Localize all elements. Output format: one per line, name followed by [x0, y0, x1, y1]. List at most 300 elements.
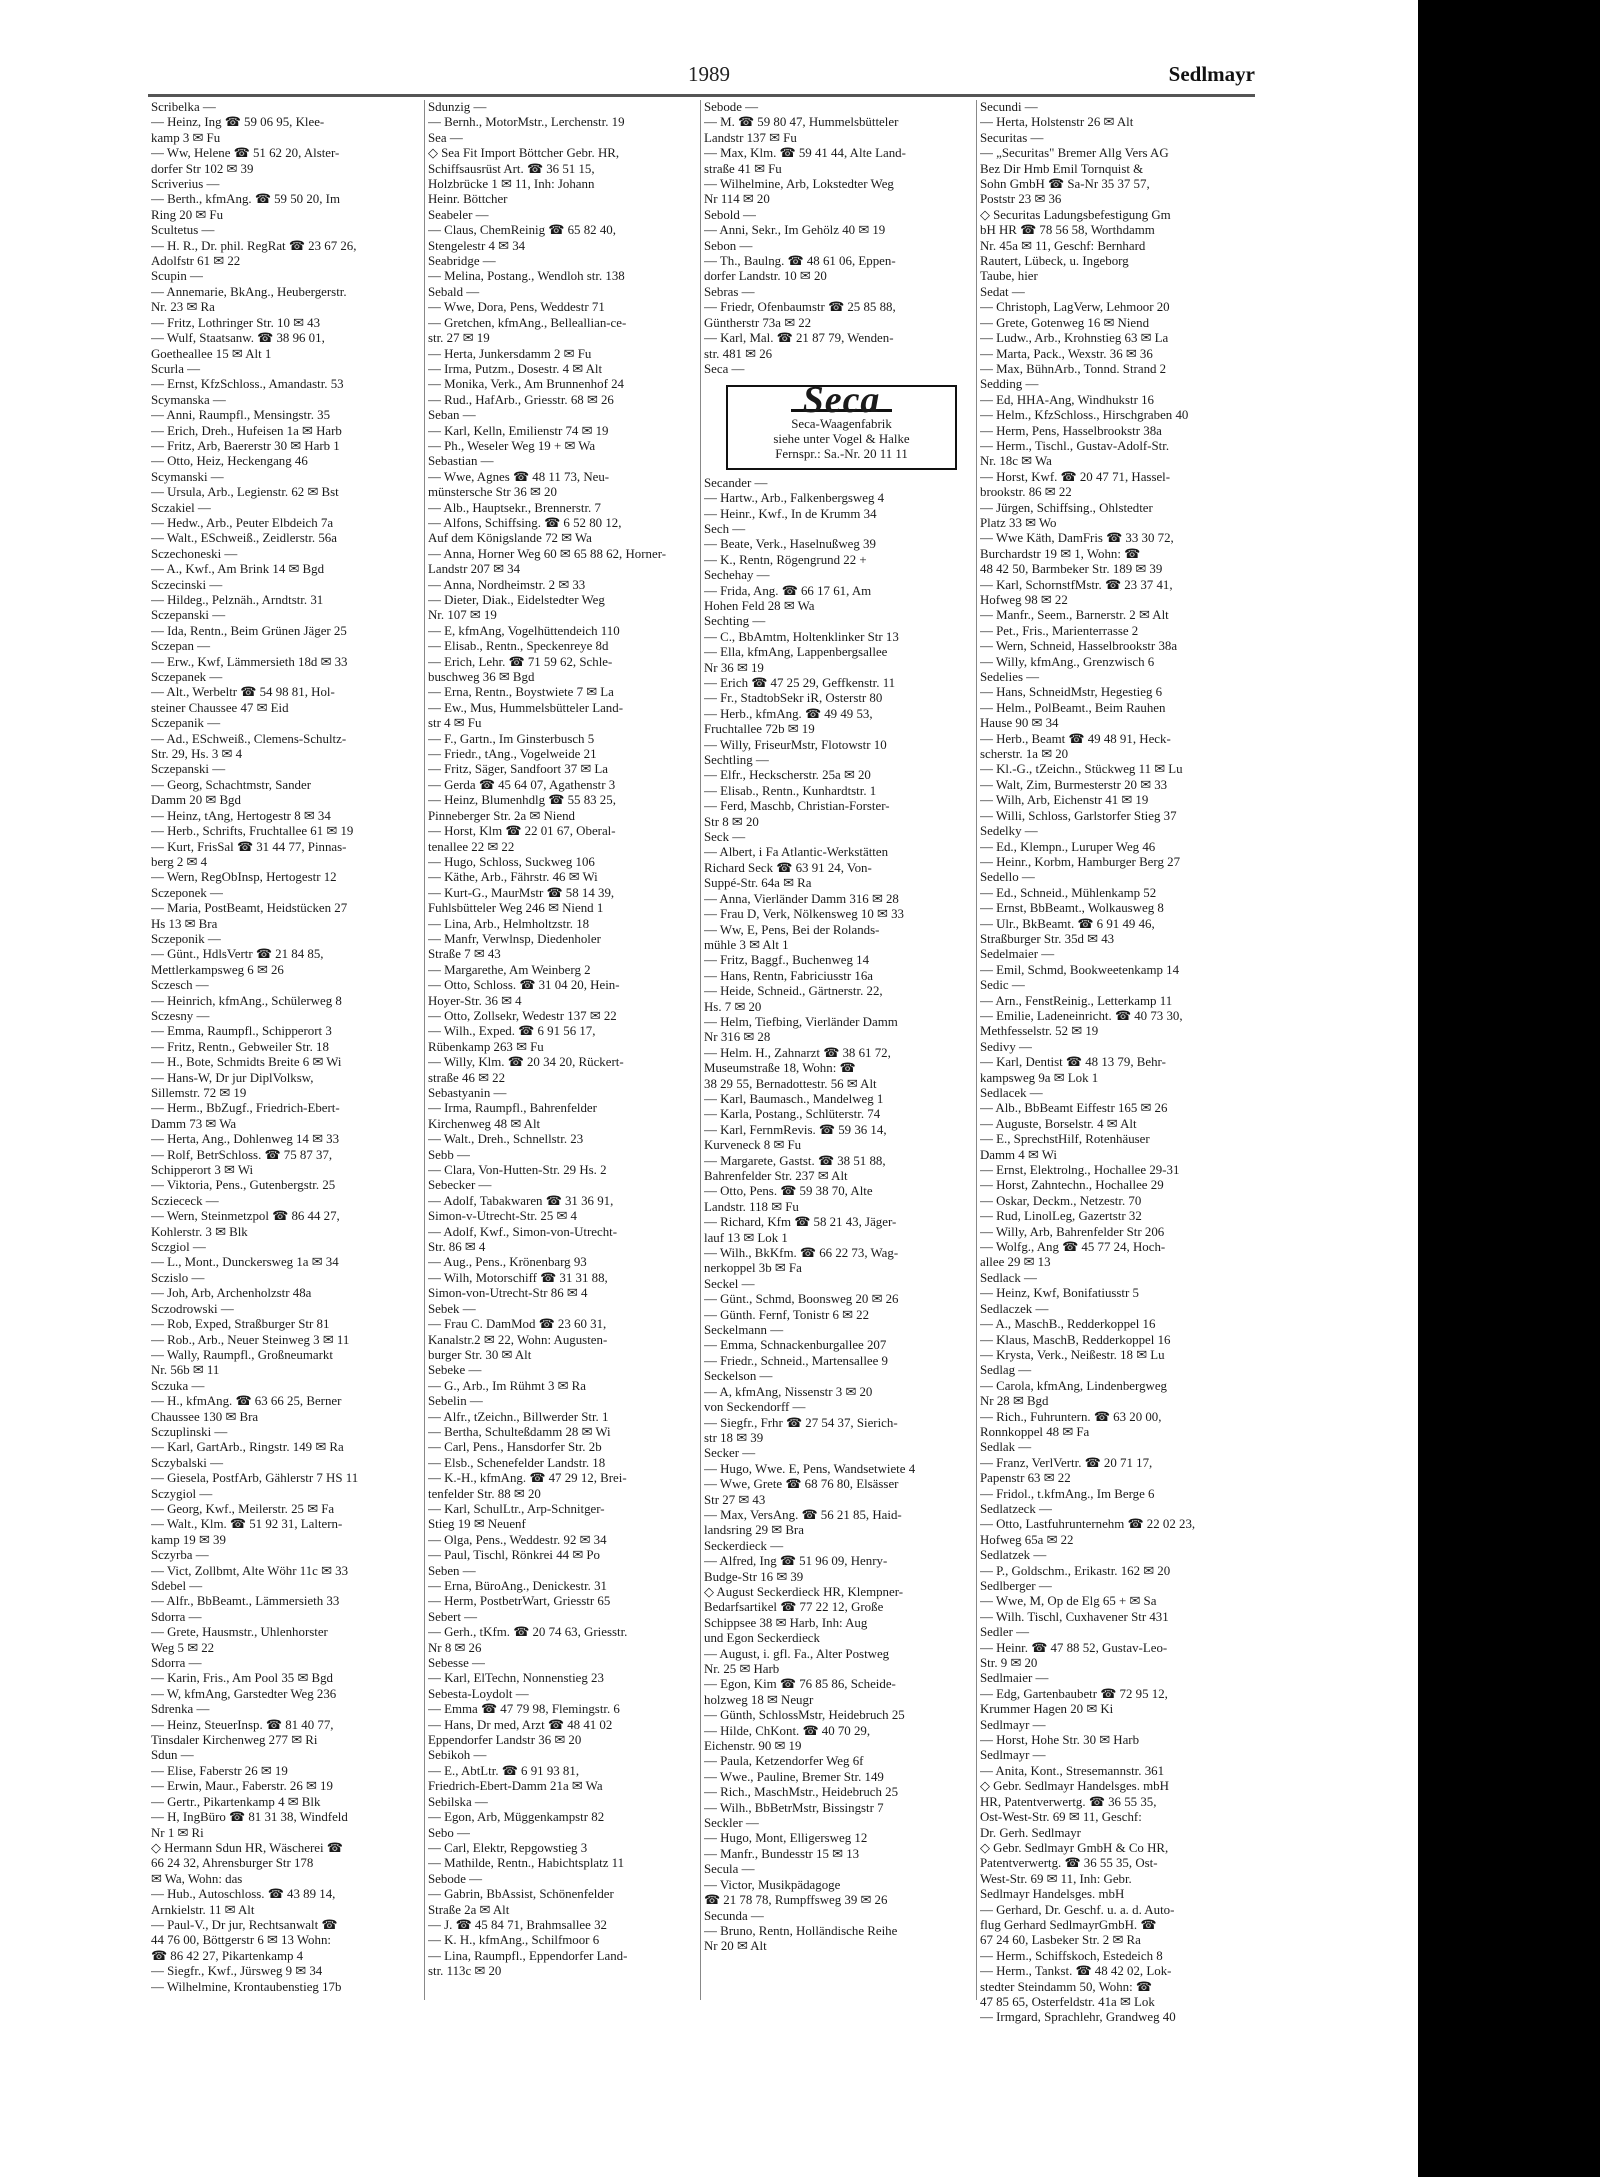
directory-line: — J. ☎ 45 84 71, Brahmsallee 32: [428, 1917, 607, 1932]
directory-line: Adolfstr 61 ✉ 22: [151, 254, 241, 269]
column-1: [148, 100, 424, 2000]
directory-line: Richard Seck ☎ 63 91 24, Von-: [704, 860, 872, 875]
directory-line: Sdorra —: [151, 1609, 202, 1624]
directory-line: — Günt., Schmd, Boonsweg 20 ✉ 26: [704, 1292, 899, 1307]
directory-line: Seck —: [704, 830, 746, 845]
directory-line: — Kurt-G., MaurMstr ☎ 58 14 39,: [428, 885, 615, 900]
directory-line: 48 42 50, Barmbeker Str. 189 ✉ 39: [980, 562, 1163, 577]
directory-line: — Herta, Holstenstr 26 ✉ Alt: [980, 115, 1134, 130]
directory-line: Seckel —: [704, 1276, 755, 1291]
directory-line: Sedlag —: [980, 1363, 1032, 1378]
directory-line: — Gabrin, BbAssist, Schönenfelder: [428, 1887, 614, 1902]
directory-line: — Herta, Junkersdamm 2 ✉ Fu: [428, 346, 592, 361]
directory-line: — Willi, Schloss, Garlstorfer Stieg 37: [980, 808, 1177, 823]
directory-line: flug Gerhard SedlmayrGmbH. ☎: [980, 1917, 1157, 1932]
directory-line: — Wilhelmine, Arb, Lokstedter Weg: [704, 177, 894, 192]
directory-line: — Ed., Klempn., Luruper Weg 46: [980, 839, 1156, 854]
directory-line: Sczepanski —: [151, 762, 226, 777]
directory-line: Fuhlsbütteler Weg 246 ✉ Niend 1: [428, 901, 604, 916]
directory-line: Sdebel —: [151, 1579, 203, 1593]
directory-line: Auf dem Königslande 72 ✉ Wa: [428, 531, 592, 546]
directory-line: Patentverwertg. ☎ 36 55 35, Ost-: [980, 1856, 1158, 1871]
directory-line: Hofweg 65a ✉ 22: [980, 1532, 1074, 1547]
directory-line: — Erw., Kwf, Lämmersieth 18d ✉ 33: [151, 654, 348, 669]
directory-line: — Manfr., Seem., Barnerstr. 2 ✉ Alt: [980, 608, 1169, 623]
directory-line: Scymanska —: [151, 392, 226, 407]
directory-line: — Wwe, M, Op de Elg 65 + ✉ Sa: [980, 1594, 1157, 1609]
directory-line: Sczybalski —: [151, 1455, 223, 1470]
directory-line: — Alb., BbBeamt Eiffestr 165 ✉ 26: [980, 1101, 1168, 1116]
directory-line: — Karl, Mal. ☎ 21 87 79, Wenden-: [704, 331, 894, 346]
directory-line: — Albert, i Fa Atlantic-Werkstätten: [704, 845, 889, 860]
directory-line: — Erich, Lehr. ☎ 71 59 62, Schle-: [428, 654, 613, 669]
directory-line: — Adolf, Kwf., Simon-von-Utrecht-: [428, 1224, 618, 1239]
directory-line: Sechehay —: [704, 568, 770, 583]
directory-line: — G., Arb., Im Rühmt 3 ✉ Ra: [428, 1378, 586, 1393]
directory-line: — Rob, Exped, Straßburger Str 81: [151, 1317, 330, 1332]
directory-line: — Max, BühnArb., Tonnd. Strand 2: [980, 361, 1167, 376]
directory-line: Seca —: [704, 361, 745, 376]
directory-line: Damm 4 ✉ Wi: [980, 1147, 1057, 1162]
directory-line: Scymanski —: [151, 469, 224, 484]
directory-line: Stieg 19 ✉ Neuenf: [428, 1517, 526, 1532]
directory-line: — Wilhelmine, Krontaubenstieg 17b: [151, 1979, 342, 1994]
directory-line: Sedlacek —: [980, 1086, 1043, 1100]
directory-line: kamp 3 ✉ Fu: [151, 130, 221, 145]
directory-line: — C., BbAmtm, Holtenklinker Str 13: [704, 629, 899, 644]
directory-line: — Hedw., Arb., Peuter Elbdeich 7a: [151, 515, 334, 530]
directory-line: — Karl, ElTechn, Nonnenstieg 23: [428, 1671, 604, 1686]
directory-line: — Rud., HafArb., Griesstr. 68 ✉ 26: [428, 392, 614, 407]
directory-line: — Herm., Tischl., Gustav-Adolf-Str.: [980, 438, 1170, 453]
directory-line: Sebikoh —: [428, 1748, 487, 1763]
directory-line: — A., MaschB., Redderkoppel 16: [980, 1317, 1156, 1332]
directory-line: — Carl, Pens., Hansdorfer Str. 2b: [428, 1440, 602, 1455]
directory-line: Scupin —: [151, 269, 203, 284]
directory-line: — K., Rentn, Rögengrund 22 +: [704, 552, 867, 567]
directory-line: — Herm., BbZugf., Friedrich-Ebert-: [151, 1101, 340, 1116]
directory-line: — Elisab., Rentn., Speckenreye 8d: [428, 639, 609, 654]
directory-line: Seabridge —: [428, 254, 496, 269]
directory-line: — Herb., kfmAng. ☎ 49 49 53,: [704, 706, 873, 721]
page-number: 1989: [688, 62, 730, 86]
directory-line: — Bertha, Schulteßdamm 28 ✉ Wi: [428, 1424, 611, 1439]
directory-line: — Frida, Ang. ☎ 66 17 61, Am: [704, 583, 872, 598]
directory-line: Tinsdaler Kirchenweg 277 ✉ Ri: [151, 1733, 318, 1748]
directory-line: münstersche Str 36 ✉ 20: [428, 485, 557, 500]
directory-line: — Herta, Ang., Dohlenweg 14 ✉ 33: [151, 1132, 340, 1147]
directory-columns: [148, 100, 1255, 2025]
directory-line: tenfelder Str. 88 ✉ 20: [428, 1486, 541, 1501]
directory-line: Sebastyanin —: [428, 1086, 507, 1100]
directory-line: — Günth. Fernf, Tonistr 6 ✉ 22: [704, 1307, 870, 1322]
directory-line: Secundi —: [980, 100, 1038, 114]
directory-line: — Fritz, Baggf., Buchenweg 14: [704, 953, 870, 968]
directory-line: — A, kfmAng, Nissenstr 3 ✉ 20: [704, 1384, 873, 1399]
directory-line: — Wulf, Staatsanw. ☎ 38 96 01,: [151, 331, 325, 346]
directory-line: — Christoph, LagVerw, Lehmoor 20: [980, 300, 1170, 315]
directory-line: Sedler —: [980, 1625, 1030, 1640]
directory-line: Hs. 7 ✉ 20: [704, 999, 762, 1014]
directory-line: Sczesny —: [151, 1008, 210, 1023]
directory-line: — Ed, HHA-Ang, Windhukstr 16: [980, 392, 1154, 407]
directory-line: — Otto, Zollsekr, Wedestr 137 ✉ 22: [428, 1008, 617, 1023]
directory-line: — Rob., Arb., Neuer Steinweg 3 ✉ 11: [151, 1332, 350, 1347]
directory-line: Stengelestr 4 ✉ 34: [428, 238, 526, 253]
directory-line: — Käthe, Arb., Fährstr. 46 ✉ Wi: [428, 870, 598, 885]
directory-line: — Annemarie, BkAng., Heubergerstr.: [151, 284, 347, 299]
directory-line: — Siegfr., Frhr ☎ 27 54 37, Sierich-: [704, 1415, 898, 1430]
directory-line: — Hans, SchneidMstr, Hegestieg 6: [980, 685, 1163, 700]
directory-line: Sebon —: [704, 238, 753, 253]
directory-line: Sedlmayr —: [980, 1717, 1046, 1732]
directory-line: — Wilh., Exped. ☎ 6 91 56 17,: [428, 1024, 596, 1039]
directory-line: — Emma, Schnackenburgallee 207: [704, 1338, 887, 1353]
directory-line: — Willy, FriseurMstr, Flotowstr 10: [704, 737, 887, 752]
directory-line: — F., Gartn., Im Ginsterbusch 5: [428, 731, 595, 746]
directory-line: Secunda —: [704, 1908, 764, 1923]
directory-line: Sebeke —: [428, 1363, 482, 1378]
directory-line: Goetheallee 15 ✉ Alt 1: [151, 346, 272, 361]
directory-line: Eichenstr. 90 ✉ 19: [704, 1739, 802, 1754]
directory-line: — Jürgen, Schiffsing., Ohlstedter: [980, 500, 1153, 515]
directory-line: Sedelky —: [980, 824, 1038, 839]
directory-line: Kirchenweg 48 ✉ Alt: [428, 1116, 541, 1131]
directory-line: — Ulr., BkBeamt. ☎ 6 91 49 46,: [980, 916, 1155, 931]
directory-line: — Irma, Raumpfl., Bahrenfelder: [428, 1101, 597, 1116]
directory-line: — Karl, Kelln, Emilienstr 74 ✉ 19: [428, 423, 609, 438]
directory-line: — Klaus, MaschB, Redderkoppel 16: [980, 1332, 1171, 1347]
directory-line: — Willy, kfmAng., Grenzwisch 6: [980, 654, 1155, 669]
directory-line: str. 113c ✉ 20: [428, 1964, 502, 1979]
directory-line: Landstr 137 ✉ Fu: [704, 130, 797, 145]
ad-line-2: siehe unter Vogel & Halke: [773, 431, 910, 446]
directory-line: — Lina, Raumpfl., Eppendorfer Land-: [428, 1948, 628, 1963]
directory-line: — Carola, kfmAng, Lindenbergweg: [980, 1378, 1167, 1393]
directory-line: 38 29 55, Bernadottestr. 56 ✉ Alt: [704, 1076, 877, 1091]
directory-line: — Heinz, Blumenhdlg ☎ 55 83 25,: [428, 793, 616, 808]
directory-line: — Fridol., t.kfmAng., Im Berge 6: [980, 1486, 1155, 1501]
directory-line: — Karl, SchulLtr., Arp-Schnitger-: [428, 1501, 605, 1516]
directory-line: — Emilie, Ladeneinricht. ☎ 40 73 30,: [980, 1008, 1183, 1023]
directory-line: str. 27 ✉ 19: [428, 331, 490, 346]
directory-line: — Heide, Schneid., Gärtnerstr. 22,: [704, 984, 883, 999]
directory-line: Nr 8 ✉ 26: [428, 1640, 482, 1655]
directory-line: Securitas —: [980, 130, 1044, 145]
directory-line: berg 2 ✉ 4: [151, 854, 208, 869]
directory-line: Sedlaczek —: [980, 1301, 1049, 1316]
seca-advertisement: [726, 379, 957, 469]
directory-line: — Alfred, Ing ☎ 51 96 09, Henry-: [704, 1554, 888, 1569]
directory-line: Chaussee 130 ✉ Bra: [151, 1409, 259, 1424]
directory-line: Landstr 207 ✉ 34: [428, 562, 521, 577]
directory-line: Seckelson —: [704, 1369, 773, 1384]
directory-line: Sczislo —: [151, 1270, 205, 1285]
directory-line: ✉ Wa, Wohn: das: [151, 1871, 243, 1886]
directory-line: — Hans-W, Dr jur DiplVolksw,: [151, 1070, 314, 1085]
directory-line: Ring 20 ✉ Fu: [151, 207, 224, 222]
directory-line: Sedlmaier —: [980, 1671, 1049, 1686]
directory-line: — Elisab., Rentn., Kunhardtstr. 1: [704, 783, 877, 798]
directory-line: Sechtling —: [704, 753, 769, 768]
directory-line: — Edg, Gartenbaubetr ☎ 72 95 12,: [980, 1686, 1168, 1701]
directory-line: — Horst, Hohe Str. 30 ✉ Harb: [980, 1733, 1140, 1748]
directory-line: — Wilh. Tischl, Cuxhavener Str 431: [980, 1609, 1169, 1624]
directory-line: Sebilska —: [428, 1794, 488, 1809]
directory-line: Str 27 ✉ 43: [704, 1492, 766, 1507]
directory-line: — Wally, Raumpfl., Großneumarkt: [151, 1347, 333, 1362]
directory-line: — Erich ☎ 47 25 29, Geffkenstr. 11: [704, 676, 896, 690]
directory-line: Weg 5 ✉ 22: [151, 1640, 215, 1655]
directory-line: — Max, Klm. ☎ 59 41 44, Alte Land-: [704, 146, 906, 161]
directory-line: Friedrich-Ebert-Damm 21a ✉ Wa: [428, 1779, 603, 1794]
directory-line: — Horst, Klm ☎ 22 01 67, Oberal-: [428, 824, 616, 839]
directory-line: — Heinr., Korbm, Hamburger Berg 27: [980, 854, 1181, 869]
directory-line: — Adolf, Tabakwaren ☎ 31 36 91,: [428, 1193, 614, 1208]
directory-line: Sohn GmbH ☎ Sa-Nr 35 37 57,: [980, 177, 1150, 192]
directory-line: — H, IngBüro ☎ 81 31 38, Windfeld: [151, 1810, 348, 1825]
directory-line: — Erwin, Maur., Faberstr. 26 ✉ 19: [151, 1779, 333, 1794]
directory-line: — Karl, SchornstfMstr. ☎ 23 37 41,: [980, 577, 1173, 592]
directory-line: Sedlatzeck —: [980, 1501, 1052, 1516]
directory-line: — Helm, Tiefbing, Vierländer Damm: [704, 1014, 898, 1029]
directory-line: Nr 36 ✉ 19: [704, 660, 764, 675]
directory-line: — Fr., StadtobSekr iR, Osterstr 80: [704, 691, 883, 706]
directory-line: — Beate, Verk., Haselnußweg 39: [704, 537, 876, 552]
directory-line: — Gretchen, kfmAng., Belleallian-ce-: [428, 315, 627, 330]
directory-line: — Herm., Tankst. ☎ 48 42 02, Lok-: [980, 1964, 1172, 1979]
directory-line: Simon-v-Utrecht-Str. 25 ✉ 4: [428, 1209, 578, 1224]
directory-line: — Karl, GartArb., Ringstr. 149 ✉ Ra: [151, 1440, 344, 1455]
directory-line: — Mathilde, Rentn., Habichtsplatz 11: [428, 1856, 625, 1871]
directory-line: Sczakiel —: [151, 500, 211, 515]
directory-line: — Th., Baulng. ☎ 48 61 06, Eppen-: [704, 254, 896, 269]
directory-line: — Heinrich, kfmAng., Schülerweg 8: [151, 993, 342, 1008]
directory-line: — Herm., Schiffskoch, Estedeich 8: [980, 1948, 1163, 1963]
directory-line: Dr. Gerh. Sedlmayr: [980, 1825, 1081, 1840]
directory-line: Seben —: [428, 1563, 476, 1578]
seca-logo: Seca: [791, 393, 893, 411]
directory-line: — Clara, Von-Hutten-Str. 29 Hs. 2: [428, 1163, 607, 1178]
directory-line: Scriverius —: [151, 177, 220, 192]
directory-line: kampsweg 9a ✉ Lok 1: [980, 1070, 1099, 1085]
directory-line: — Aug., Pens., Krönenbarg 93: [428, 1255, 587, 1270]
directory-line: und Egon Seckerdieck: [704, 1631, 820, 1646]
directory-line: — Hartw., Arb., Falkenbergsweg 4: [704, 491, 885, 506]
directory-line: Scziececk —: [151, 1193, 219, 1208]
directory-line: Sczodrowski —: [151, 1301, 234, 1316]
directory-line: Schiffsausrüst Art. ☎ 36 51 15,: [428, 161, 595, 176]
directory-line: Rübenkamp 263 ✉ Fu: [428, 1039, 544, 1054]
directory-line: — Lina, Arb., Helmholtzstr. 18: [428, 916, 590, 931]
directory-line: Nr. 18c ✉ Wa: [980, 454, 1052, 469]
directory-line: — Anni, Raumpfl., Mensingstr. 35: [151, 408, 331, 423]
directory-line: Sczepanik —: [151, 716, 221, 731]
directory-line: Bez Dir Hmb Emil Tornquist &: [980, 161, 1144, 176]
directory-line: — Willy, Klm. ☎ 20 34 20, Rückert-: [428, 1055, 624, 1070]
directory-line: — Viktoria, Pens., Gutenbergstr. 25: [151, 1178, 336, 1193]
directory-line: ◇ Gebr. Sedlmayr GmbH & Co HR,: [980, 1840, 1169, 1855]
directory-line: — L., Mont., Dunckersweg 1a ✉ 34: [151, 1255, 339, 1270]
directory-line: straße 46 ✉ 22: [428, 1070, 506, 1085]
directory-line: burger Str. 30 ✉ Alt: [428, 1347, 532, 1362]
directory-line: — Bruno, Rentn, Holländische Reihe: [704, 1923, 898, 1938]
directory-line: Sczepanek —: [151, 670, 223, 685]
directory-line: Budge-Str 16 ✉ 39: [704, 1569, 804, 1584]
directory-line: — H., Bote, Schmidts Breite 6 ✉ Wi: [151, 1055, 342, 1070]
directory-line: — Frau C. DamMod ☎ 23 60 31,: [428, 1317, 607, 1332]
directory-line: ◇ Gebr. Sedlmayr Handelsges. mbH: [980, 1779, 1169, 1794]
directory-line: Str. 86 ✉ 4: [428, 1240, 486, 1255]
directory-line: ☎ 86 42 27, Pikartenkamp 4: [151, 1948, 304, 1963]
directory-line: — Otto, Schloss. ☎ 31 04 20, Hein-: [428, 978, 620, 993]
directory-line: Sedlack —: [980, 1270, 1037, 1285]
directory-page: [148, 60, 1255, 2025]
directory-line: — Elise, Faberstr 26 ✉ 19: [151, 1763, 288, 1778]
directory-line: Straße 2a ✉ Alt: [428, 1902, 510, 1917]
directory-line: Sedello —: [980, 870, 1035, 885]
directory-line: — H., kfmAng. ☎ 63 66 25, Berner: [151, 1394, 342, 1409]
directory-line: Sedivy —: [980, 1039, 1032, 1054]
directory-line: — Maria, PostBeamt, Heidstücken 27: [151, 901, 348, 916]
directory-line: — W, kfmAng, Garstedter Weg 236: [151, 1686, 337, 1701]
directory-line: Burchardstr 19 ✉ 1, Wohn: ☎: [980, 546, 1141, 561]
directory-line: — Erich, Dreh., Hufeisen 1a ✉ Harb: [151, 423, 342, 438]
directory-line: Seckelmann —: [704, 1323, 784, 1338]
directory-line: Secker —: [704, 1446, 756, 1461]
directory-line: — Heinr. ☎ 47 88 52, Gustav-Leo-: [980, 1640, 1168, 1655]
directory-line: HR, Patentverwertg. ☎ 36 55 35,: [980, 1794, 1157, 1809]
directory-line: Sczgiol —: [151, 1240, 206, 1255]
directory-line: Fruchtallee 72b ✉ 19: [704, 722, 815, 737]
directory-line: — Rud, LinolLeg, Gazertstr 32: [980, 1209, 1142, 1224]
directory-line: — Emma ☎ 47 79 98, Flemingstr. 6: [428, 1702, 620, 1717]
directory-line: Sedlatzek —: [980, 1548, 1047, 1563]
directory-line: — Wern, RegObInsp, Hertogestr 12: [151, 870, 337, 885]
directory-line: Mettlerkampsweg 6 ✉ 26: [151, 962, 284, 977]
directory-line: Poststr 23 ✉ 36: [980, 192, 1062, 207]
directory-line: — Wilh, Motorschiff ☎ 31 31 88,: [428, 1270, 608, 1285]
directory-line: — Margarethe, Am Weinberg 2: [428, 962, 591, 977]
directory-line: — Fritz, Rentn., Gebweiler Str. 18: [151, 1039, 329, 1054]
directory-line: — Hilde, ChKont. ☎ 40 70 29,: [704, 1723, 871, 1738]
directory-line: mühle 3 ✉ Alt 1: [704, 937, 789, 952]
directory-line: — Ew., Mus, Hummelsbütteler Land-: [428, 700, 623, 715]
directory-line: — Anna, Horner Weg 60 ✉ 65 88 62, Horner-: [428, 546, 667, 561]
directory-line: — Irmgard, Sprachlehr, Grandweg 40: [980, 2010, 1176, 2025]
directory-line: Kurveneck 8 ✉ Fu: [704, 1138, 802, 1153]
column-4: [976, 100, 1252, 2025]
directory-line: — Otto, Heiz, Heckengang 46: [151, 454, 308, 469]
directory-line: Sedding —: [980, 377, 1039, 392]
directory-line: — Wwe., Pauline, Bremer Str. 149: [704, 1769, 884, 1784]
directory-line: — Georg, Kwf., Meilerstr. 25 ✉ Fa: [151, 1501, 335, 1516]
directory-line: — Paul, Tischl, Rönkrei 44 ✉ Po: [428, 1548, 600, 1563]
directory-line: — Friedr., Schneid., Martensallee 9: [704, 1353, 889, 1368]
directory-line: Sdrenka —: [151, 1702, 210, 1717]
directory-line: — Gerh., tKfm. ☎ 20 74 63, Griesstr.: [428, 1625, 628, 1640]
directory-line: Sczeponek —: [151, 885, 223, 900]
directory-line: Scurla —: [151, 361, 201, 376]
directory-line: Krummer Hagen 20 ✉ Ki: [980, 1702, 1114, 1717]
directory-line: Sechting —: [704, 614, 766, 629]
directory-line: — Hugo, Mont, Elligersweg 12: [704, 1831, 868, 1846]
directory-line: — Gertr., Pikartenkamp 4 ✉ Blk: [151, 1794, 321, 1809]
directory-line: — Irma, Putzm., Dosestr. 4 ✉ Alt: [428, 361, 603, 376]
directory-line: Sedic —: [980, 978, 1025, 993]
directory-line: — M. ☎ 59 80 47, Hummelsbütteler: [704, 115, 899, 130]
directory-line: Sebold —: [704, 207, 756, 222]
directory-line: — Elfr., Heckscherstr. 25a ✉ 20: [704, 768, 871, 783]
directory-line: — Walt, Zim, Burmesterstr 20 ✉ 33: [980, 777, 1168, 792]
directory-line: landsring 29 ✉ Bra: [704, 1523, 804, 1538]
directory-line: — Ernst, Elektrolng., Hochallee 29-31: [980, 1163, 1180, 1178]
directory-line: 47 85 65, Osterfeldstr. 41a ✉ Lok: [980, 1994, 1155, 2009]
directory-line: — Wern, Schneid, Hasselbrookstr 38a: [980, 639, 1178, 654]
directory-line: Nr. 56b ✉ 11: [151, 1363, 220, 1378]
directory-line: 67 24 60, Lasbeker Str. 2 ✉ Ra: [980, 1933, 1141, 1948]
directory-line: allee 29 ✉ 13: [980, 1255, 1051, 1270]
directory-line: Sebecker —: [428, 1178, 492, 1193]
directory-line: — Heinz, Ing ☎ 59 06 95, Klee-: [151, 115, 325, 130]
directory-line: — Herm, PostbetrWart, Griesstr 65: [428, 1594, 611, 1609]
directory-line: — Heinz, Kwf, Bonifatiusstr 5: [980, 1286, 1139, 1301]
directory-line: — Frau D, Verk, Nölkensweg 10 ✉ 33: [704, 907, 904, 922]
directory-line: — Herb., Beamt ☎ 49 48 91, Heck-: [980, 731, 1171, 746]
directory-line: Hofweg 98 ✉ 22: [980, 593, 1068, 607]
directory-line: — Rich., MaschMstr., Heidebruch 25: [704, 1785, 899, 1800]
directory-line: Bedarfsartikel ☎ 77 22 12, Große: [704, 1600, 884, 1615]
scan-bottom-margin: [0, 2010, 1418, 2177]
directory-line: — Krysta, Verk., Neißestr. 18 ✉ Lu: [980, 1347, 1165, 1362]
directory-line: str 4 ✉ Fu: [428, 716, 482, 731]
directory-line: — Emma, Raumpfl., Schipperort 3: [151, 1024, 332, 1039]
directory-line: — Wwe, Grete ☎ 68 76 80, Elsässer: [704, 1477, 899, 1492]
directory-line: Sebesse —: [428, 1656, 485, 1671]
directory-line: — E., SprechstHilf, Rotenhäuser: [980, 1132, 1150, 1147]
directory-line: — Alfons, Schiffsing. ☎ 6 52 80 12,: [428, 515, 622, 530]
directory-line: — Ludw., Arb., Krohnstieg 63 ✉ La: [980, 331, 1169, 346]
directory-line: — Max, VersAng. ☎ 56 21 85, Haid-: [704, 1507, 902, 1522]
directory-line: Seckerdieck —: [704, 1538, 784, 1553]
directory-line: — Vict, Zollbmt, Alte Wöhr 11c ✉ 33: [151, 1563, 349, 1578]
directory-line: — Grete, Hausmstr., Uhlenhorster: [151, 1625, 328, 1640]
directory-line: — Heinz, SteuerInsp. ☎ 81 40 77,: [151, 1717, 334, 1732]
directory-line: — Giesela, PostfArb, Gählerstr 7 HS 11: [151, 1471, 359, 1486]
directory-line: Sech —: [704, 521, 746, 536]
directory-line: Sebald —: [428, 284, 480, 299]
directory-line: — Hans, Rentn, Fabriciusstr 16a: [704, 968, 873, 983]
directory-line: — Ww, Helene ☎ 51 62 20, Alster-: [151, 146, 340, 161]
directory-line: — Emil, Schmd, Bookweetenkamp 14: [980, 962, 1180, 977]
directory-line: — Friedr., tAng., Vogelweide 21: [428, 747, 597, 762]
directory-line: — Ella, kfmAng, Lappenbergsallee: [704, 645, 888, 660]
directory-line: Secander —: [704, 475, 768, 490]
directory-line: — Manfr., Bundesstr 15 ✉ 13: [704, 1846, 860, 1861]
directory-line: — Fritz, Säger, Sandfoort 37 ✉ La: [428, 762, 608, 777]
directory-line: — Horst, Zahntechn., Hochallee 29: [980, 1178, 1164, 1193]
directory-line: buschweg 36 ✉ Bgd: [428, 670, 535, 685]
running-head: Sedlmayr: [1168, 62, 1255, 86]
directory-line: Nr. 45a ✉ 11, Geschf: Bernhard: [980, 238, 1146, 253]
directory-line: — Georg, Schachtmstr, Sander: [151, 777, 311, 792]
directory-line: — Otto, Lastfuhrunternehm ☎ 22 02 23,: [980, 1517, 1196, 1532]
directory-line: — E, kfmAng, Vogelhüttendeich 110: [428, 623, 620, 638]
directory-line: — Walt., Klm. ☎ 51 92 31, Laltern-: [151, 1517, 343, 1532]
directory-line: — Hans, Dr med, Arzt ☎ 48 41 02: [428, 1717, 613, 1732]
directory-line: Sczuplinski —: [151, 1424, 228, 1439]
directory-line: — Siegfr., Kwf., Jürsweg 9 ✉ 34: [151, 1964, 323, 1979]
